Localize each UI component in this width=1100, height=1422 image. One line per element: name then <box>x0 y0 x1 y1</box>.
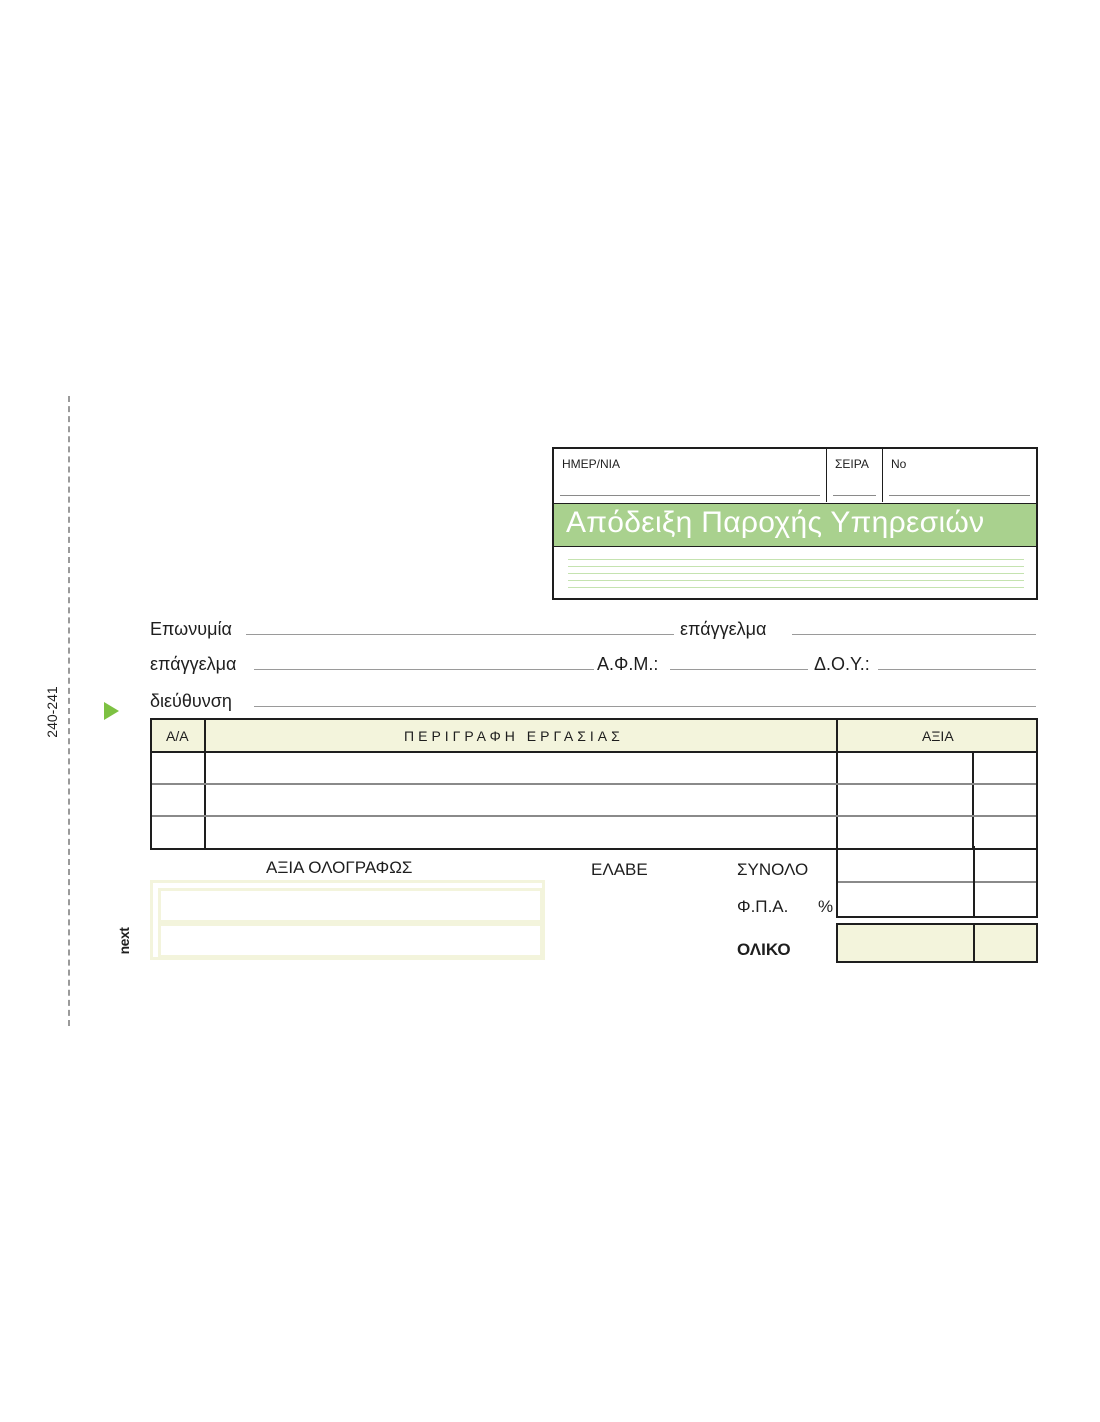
amount-in-words-box[interactable] <box>150 880 545 960</box>
brand-logo: next <box>116 927 132 955</box>
address-field[interactable] <box>254 706 1036 707</box>
grand-total-box[interactable] <box>836 923 1038 963</box>
subtotal-box[interactable] <box>836 846 1038 918</box>
subtotal-label: ΣΥΝΟΛΟ <box>737 860 809 879</box>
profession-label: επάγγελμα <box>680 619 767 639</box>
series-label: ΣΕΙΡΑ <box>835 457 869 471</box>
doy-label: Δ.Ο.Υ.: <box>814 654 870 674</box>
name-field[interactable] <box>246 634 674 635</box>
afm-field[interactable] <box>670 669 808 670</box>
profession-field[interactable] <box>792 634 1036 635</box>
issuer-line <box>568 559 1024 560</box>
table-row-divider <box>152 783 1036 785</box>
profession-field[interactable] <box>254 669 594 670</box>
vat-percent: % <box>818 897 834 916</box>
form-code: 240-241 <box>44 686 60 738</box>
name-label: Επωνυμία <box>150 619 232 639</box>
date-line <box>560 495 820 496</box>
table-row[interactable] <box>152 753 204 783</box>
series-cell[interactable] <box>827 449 883 502</box>
vat-label: Φ.Π.Α. <box>737 897 789 916</box>
header-box <box>552 447 1038 600</box>
series-line <box>833 495 876 496</box>
date-label: ΗΜΕΡ/ΝΙΑ <box>562 457 621 471</box>
profession-label: επάγγελμα <box>150 654 237 674</box>
table-row[interactable] <box>206 753 836 783</box>
grand-total-label: ΟΛΙΚΟ <box>737 940 791 959</box>
number-label: Νο <box>891 457 907 471</box>
date-cell[interactable] <box>554 449 827 502</box>
index-header: Α/Α <box>166 728 189 744</box>
table-row[interactable] <box>838 753 1036 783</box>
document-title: Απόδειξη Παροχής Υπηρεσιών <box>566 506 985 539</box>
address-label: διεύθυνση <box>150 691 232 711</box>
issuer-line <box>568 573 1024 574</box>
perforation-line <box>68 396 70 1026</box>
received-label: ΕΛΑΒΕ <box>591 860 648 879</box>
amount-in-words-line[interactable] <box>158 888 543 923</box>
afm-label: Α.Φ.Μ.: <box>597 654 659 674</box>
issuer-line <box>568 566 1024 567</box>
number-cell[interactable] <box>883 449 1036 502</box>
amount-in-words-label: ΑΞΙΑ ΟΛΟΓΡΑΦΩΣ <box>266 858 413 877</box>
subtotal-divider <box>838 881 1036 883</box>
cents-divider <box>973 925 975 961</box>
title-band <box>554 503 1036 547</box>
issuer-line <box>568 587 1024 588</box>
number-line <box>889 495 1030 496</box>
value-header: ΑΞΙΑ <box>922 728 954 744</box>
amount-in-words-line[interactable] <box>158 923 543 958</box>
doy-field[interactable] <box>878 669 1036 670</box>
issuer-line <box>568 580 1024 581</box>
cents-divider <box>973 846 975 916</box>
triangle-marker-icon <box>104 702 119 720</box>
table-row-divider <box>152 815 1036 817</box>
services-table <box>150 718 1038 850</box>
description-header: ΠΕΡΙΓΡΑΦΗ ΕΡΓΑΣΙΑΣ <box>404 728 624 744</box>
